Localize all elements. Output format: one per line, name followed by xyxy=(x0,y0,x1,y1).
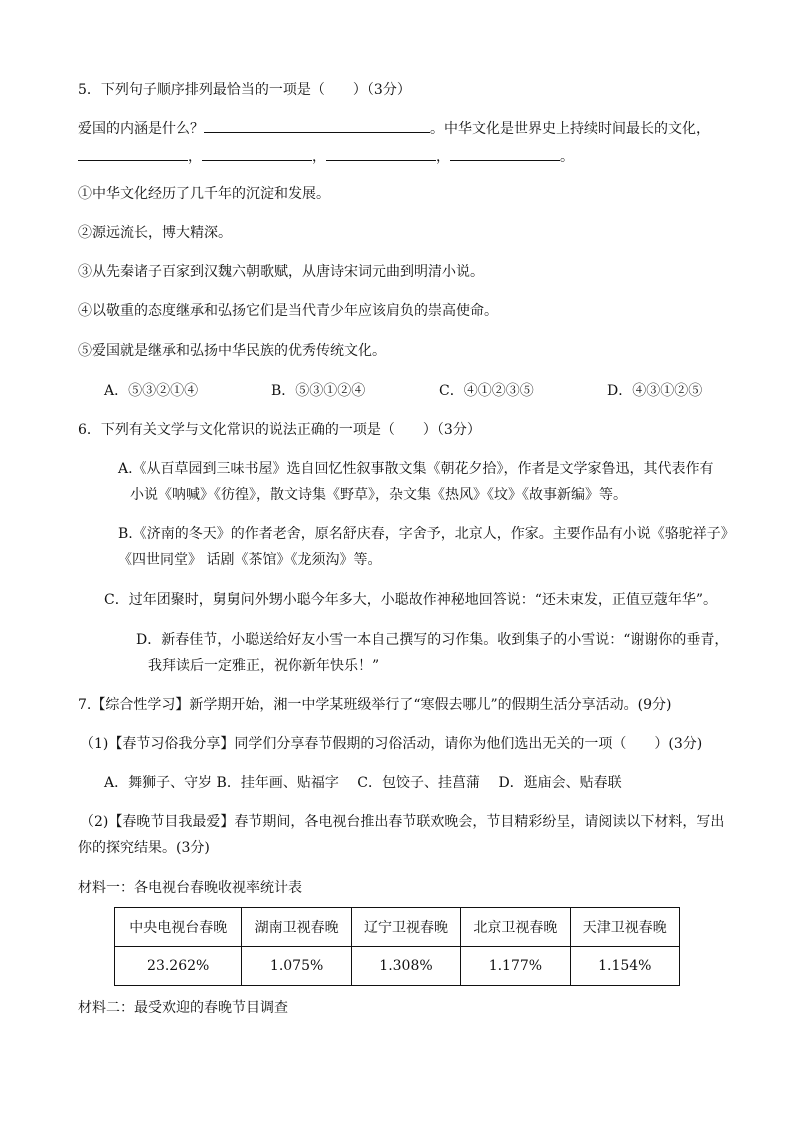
q7-part-2-line-2: 你的探究结果。(3分) xyxy=(78,840,210,856)
q5-sentence-1: ①中华文化经历了几千年的沉淀和发展。 xyxy=(78,186,330,202)
table-header-cell: 中央电视台春晚 xyxy=(115,908,242,947)
material-1-heading: 材料一：各电视台春晚收视率统计表 xyxy=(78,880,302,896)
q5-title: 5．下列句子顺序排列最恰当的一项是（ ）（3分） xyxy=(78,82,411,98)
table-header-cell: 湖南卫视春晚 xyxy=(242,908,351,947)
q6-option-b-line-2: 《四世同堂》 话剧《茶馆》《龙须沟》等。 xyxy=(118,552,382,568)
q6-option-a-line-2: 小说《呐喊》《彷徨》，散文诗集《野草》，杂文集《热风》《坟》《故事新编》等。 xyxy=(130,487,627,503)
q5-blank-line-1 xyxy=(78,118,710,139)
table-cell: 1.177% xyxy=(461,947,570,986)
q5-sentence-5: ⑤爱国就是继承和弘扬中华民族的优秀传统文化。 xyxy=(78,343,386,359)
q6-option-c[interactable]: C．过年团聚时，舅舅问外甥小聪今年多大，小聪故作神秘地回答说：“还未束发，正值豆蔻年华”。 xyxy=(104,592,718,608)
table-header-cell: 天津卫视春晚 xyxy=(570,908,679,947)
table-header-cell: 北京卫视春晚 xyxy=(461,908,570,947)
q5-option-b[interactable]: B．⑤③①②④ xyxy=(271,383,366,399)
q5-option-d[interactable]: D．④③①②⑤ xyxy=(607,383,703,399)
answer-blank-4[interactable] xyxy=(326,146,436,161)
table-cell: 23.262% xyxy=(115,947,242,986)
table-header-cell: 辽宁卫视春晚 xyxy=(351,908,460,947)
q7-part-1-options[interactable]: A．舞狮子、守岁 B．挂年画、贴福字 C．包饺子、挂菖蒲 D．逛庙会、贴春联 xyxy=(104,775,622,791)
table-row xyxy=(115,947,680,986)
q6-option-d-line-2: 我拜读后一定雅正，祝你新年快乐！” xyxy=(148,658,380,674)
q5-option-c[interactable]: C．④①②③⑤ xyxy=(439,383,534,399)
q6-option-b-line-1[interactable]: B.《济南的冬天》的作者老舍，原名舒庆春，字舍予，北京人，作家。主要作品有小说《骆驼祥子》 xyxy=(118,526,735,542)
q5-sentence-3: ③从先秦诸子百家到汉魏六朝歌赋，从唐诗宋词元曲到明清小说。 xyxy=(78,264,484,280)
q5-sentence-2: ②源远流长，博大精深。 xyxy=(78,225,232,241)
table-cell: 1.075% xyxy=(242,947,351,986)
answer-blank-2[interactable] xyxy=(78,146,188,161)
ratings-table xyxy=(114,907,680,986)
q5-sep: ， xyxy=(312,149,326,165)
q5-mid: 。中华文化是世界史上持续时间最长的文化， xyxy=(430,121,710,137)
q5-blank-line-2 xyxy=(78,146,574,167)
table-cell: 1.308% xyxy=(351,947,460,986)
q6-option-a-line-1[interactable]: A.《从百草园到三味书屋》选自回忆性叙事散文集《朝花夕拾》，作者是文学家鲁迅，其代表作有 xyxy=(118,461,714,477)
q7-title: 7.【综合性学习】新学期开始，湘一中学某班级举行了“寒假去哪儿”的假期生活分享活动。(9分) xyxy=(78,697,672,713)
material-2-heading: 材料二：最受欢迎的春晚节目调查 xyxy=(78,1000,288,1016)
answer-blank-1[interactable] xyxy=(204,118,430,133)
q5-end: 。 xyxy=(560,149,574,165)
table-cell: 1.154% xyxy=(570,947,679,986)
q7-part-2-line-1: （2)【春晚节目我最爱】春节期间，各电视台推出春节联欢晚会，节目精彩纷呈，请阅读以下材料，写出 xyxy=(80,814,725,830)
answer-blank-5[interactable] xyxy=(450,146,560,161)
q5-option-a[interactable]: A．⑤③②①④ xyxy=(104,383,199,399)
q5-sep: ， xyxy=(188,149,202,165)
q6-option-d-line-1[interactable]: D．新春佳节，小聪送给好友小雪一本自己撰写的习作集。收到集子的小雪说：“谢谢你的垂青， xyxy=(136,632,729,648)
answer-blank-3[interactable] xyxy=(202,146,312,161)
q6-title: 6．下列有关文学与文化常识的说法正确的一项是（ ）（3分） xyxy=(78,422,481,438)
q5-sep: ， xyxy=(436,149,450,165)
q7-part-1: （1)【春节习俗我分享】同学们分享春节假期的习俗活动，请你为他们选出无关的一项（ ）(3分) xyxy=(80,736,703,752)
table-header-row xyxy=(115,908,680,947)
q5-sentence-4: ④以敬重的态度继承和弘扬它们是当代青少年应该肩负的崇高使命。 xyxy=(78,303,498,319)
q5-lead: 爱国的内涵是什么？ xyxy=(78,121,204,137)
